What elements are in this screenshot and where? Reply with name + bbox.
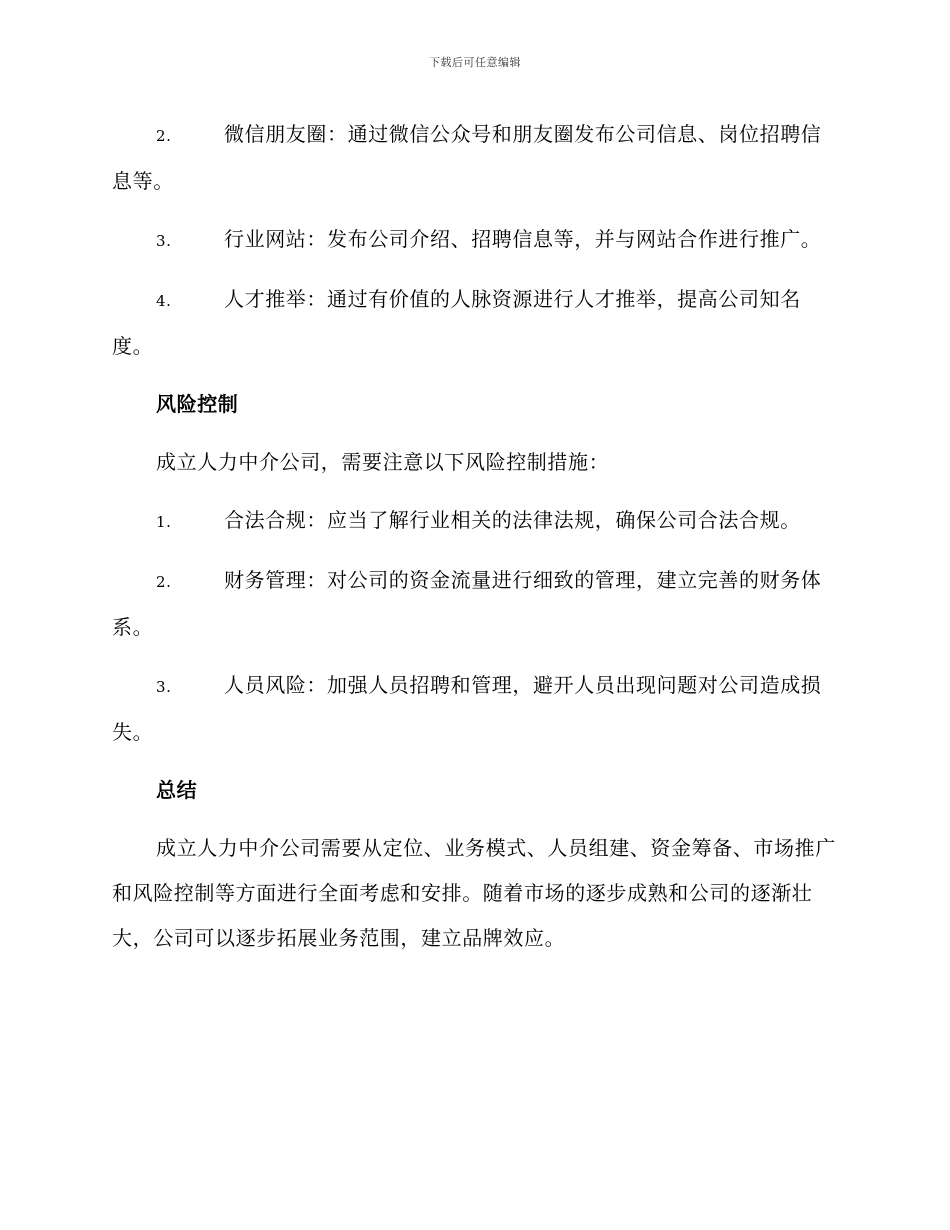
list-number: 1. [156, 513, 172, 531]
list-item [112, 498, 836, 545]
risk-intro-paragraph: 成立人力中介公司，需要注意以下风险控制措施： [156, 450, 610, 474]
section-heading-summary: 总结 [156, 778, 198, 802]
summary-paragraph: 成立人力中介公司需要从定位、业务模式、人员组建、资金筹备、市场推广和风险控制等方面进行全面考虑和安排。随着市场的逐步成熟和公司的逐渐壮大，公司可以逐步拓展业务范围，建立品牌效应。 [112, 836, 836, 950]
list-number: 3. [156, 232, 172, 250]
list-number: 3. [156, 678, 172, 696]
list-text: 人才推举：通过有价值的人脉资源进行人才推举，提高公司知名度。 [112, 287, 801, 358]
list-text: 财务管理：对公司的资金流量进行细致的管理，建立完善的财务体系。 [112, 568, 822, 639]
document-body [112, 112, 836, 974]
list-item [112, 663, 836, 755]
list-item [112, 217, 836, 264]
list-text: 人员风险：加强人员招聘和管理，避开人员出现问题对公司造成损失。 [112, 673, 822, 744]
list-number: 2. [156, 573, 172, 591]
list-item [112, 277, 836, 369]
section-heading-risk: 风险控制 [156, 392, 239, 416]
list-text: 合法合规：应当了解行业相关的法律法规，确保公司合法合规。 [224, 508, 801, 532]
page-header-note: 下载后可任意编辑 [429, 56, 521, 69]
list-text: 行业网站：发布公司介绍、招聘信息等，并与网站合作进行推广。 [224, 227, 822, 251]
list-number: 2. [156, 127, 172, 145]
list-text: 微信朋友圈：通过微信公众号和朋友圈发布公司信息、岗位招聘信息等。 [112, 122, 822, 193]
list-item [112, 558, 836, 650]
list-number: 4. [156, 292, 172, 310]
list-item [112, 112, 836, 204]
